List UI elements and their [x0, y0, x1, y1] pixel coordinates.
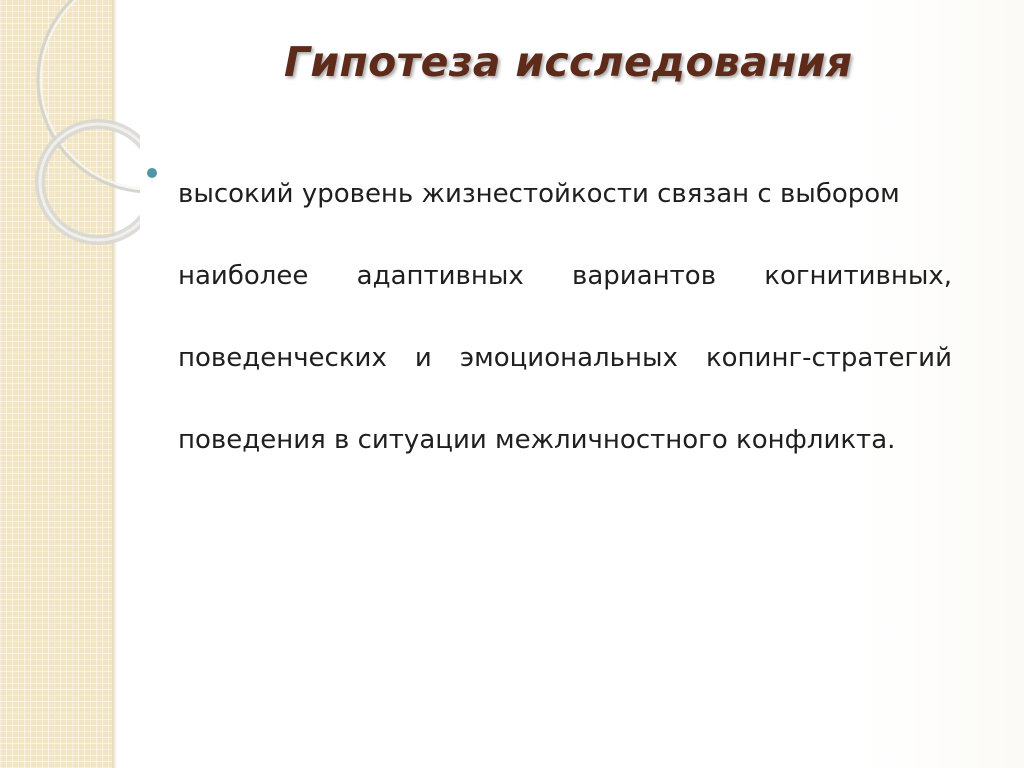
- bullet-dot-icon: [147, 168, 157, 178]
- bullet-word: поведенческих: [178, 343, 387, 373]
- bullet-word: вариантов: [572, 261, 717, 291]
- bullet-word: копинг-стратегий: [705, 343, 952, 373]
- bullet-word: адаптивных: [356, 261, 524, 291]
- decorative-rings-icon: [0, 0, 140, 260]
- bullet-word: наиболее: [178, 261, 309, 291]
- bullet-line-1: высокий уровень жизнестойкости связан с выбором: [178, 179, 900, 209]
- bullet-word: эмоциональных: [459, 343, 678, 373]
- bullet-line-3: [178, 317, 952, 399]
- bullet-text: [178, 153, 952, 481]
- bullet-word: и: [414, 343, 432, 373]
- slide-title: Гипотеза исследования: [284, 38, 853, 86]
- bullet-line-2: [178, 235, 952, 317]
- bullet-word: когнитивных,: [764, 261, 952, 291]
- bullet-line-4: поведения в ситуации межличностного конфликта.: [178, 425, 896, 455]
